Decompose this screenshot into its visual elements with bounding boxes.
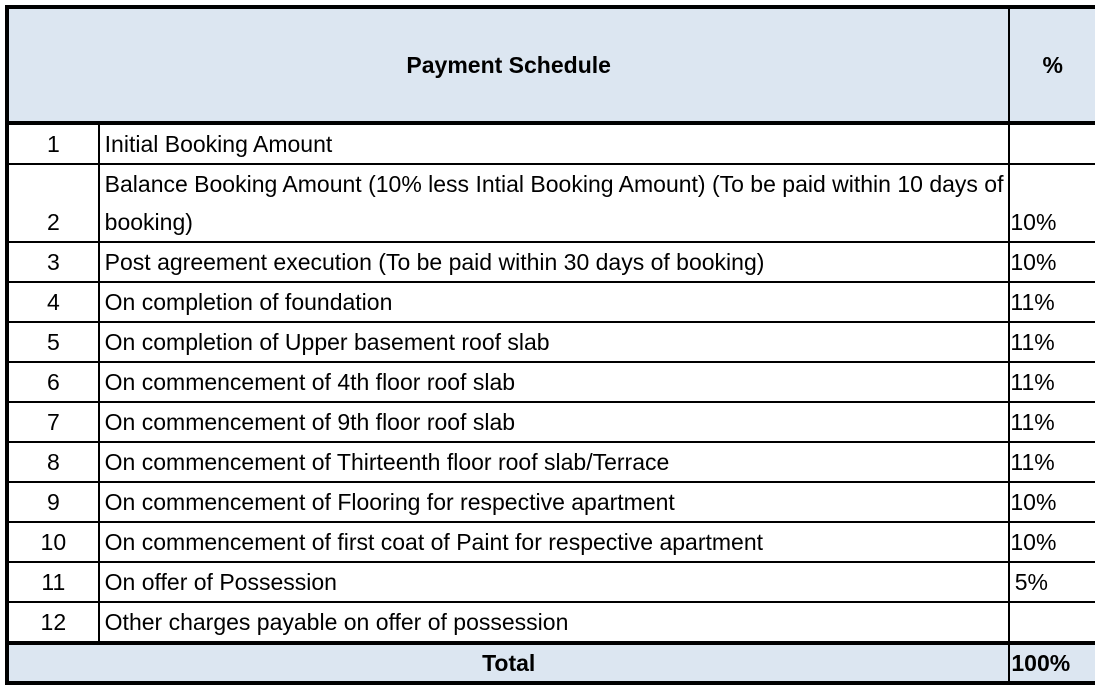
total-label: Total [7, 643, 1009, 683]
row-description: Post agreement execution (To be paid within 30 days of booking) [99, 242, 1010, 282]
row-percent: 11% [1009, 402, 1095, 442]
table-row [7, 322, 1095, 362]
payment-schedule-table [5, 5, 1095, 685]
table-row [7, 482, 1095, 522]
row-percent: 10% [1009, 242, 1095, 282]
total-row [7, 643, 1095, 683]
row-description: On completion of Upper basement roof slab [99, 322, 1010, 362]
row-number: 1 [7, 123, 99, 164]
row-percent: 11% [1009, 362, 1095, 402]
row-percent [1009, 123, 1095, 164]
row-percent [1009, 602, 1095, 643]
table-row [7, 123, 1095, 164]
row-description: Balance Booking Amount (10% less Intial Booking Amount) (To be paid within 10 days of booking) [99, 164, 1010, 242]
row-percent: 11% [1009, 442, 1095, 482]
row-number: 5 [7, 322, 99, 362]
row-number: 3 [7, 242, 99, 282]
row-description: On commencement of 4th floor roof slab [99, 362, 1010, 402]
total-percent: 100% [1009, 643, 1095, 683]
row-description: On offer of Possession [99, 562, 1010, 602]
header-title: Payment Schedule [7, 7, 1009, 123]
row-percent: 11% [1009, 282, 1095, 322]
row-description: Initial Booking Amount [99, 123, 1010, 164]
row-percent: 5% [1009, 562, 1095, 602]
row-number: 9 [7, 482, 99, 522]
table-row [7, 522, 1095, 562]
row-description: On commencement of Thirteenth floor roof slab/Terrace [99, 442, 1010, 482]
row-description: On commencement of 9th floor roof slab [99, 402, 1010, 442]
row-number: 4 [7, 282, 99, 322]
row-number: 11 [7, 562, 99, 602]
row-percent: 10% [1009, 482, 1095, 522]
row-description: On commencement of Flooring for respective apartment [99, 482, 1010, 522]
table-row [7, 362, 1095, 402]
row-number: 12 [7, 602, 99, 643]
row-description: On commencement of first coat of Paint for respective apartment [99, 522, 1010, 562]
table-row [7, 602, 1095, 643]
table-row [7, 282, 1095, 322]
row-number: 7 [7, 402, 99, 442]
table-row [7, 562, 1095, 602]
row-percent: 11% [1009, 322, 1095, 362]
table-row [7, 164, 1095, 242]
table-row [7, 242, 1095, 282]
table-row [7, 442, 1095, 482]
row-number: 2 [7, 164, 99, 242]
row-number: 6 [7, 362, 99, 402]
row-description: On completion of foundation [99, 282, 1010, 322]
row-percent: 10% [1009, 164, 1095, 242]
row-number: 10 [7, 522, 99, 562]
row-percent: 10% [1009, 522, 1095, 562]
header-percent: % [1009, 7, 1095, 123]
header-row [7, 7, 1095, 123]
row-description: Other charges payable on offer of possession [99, 602, 1010, 643]
row-number: 8 [7, 442, 99, 482]
table-row [7, 402, 1095, 442]
